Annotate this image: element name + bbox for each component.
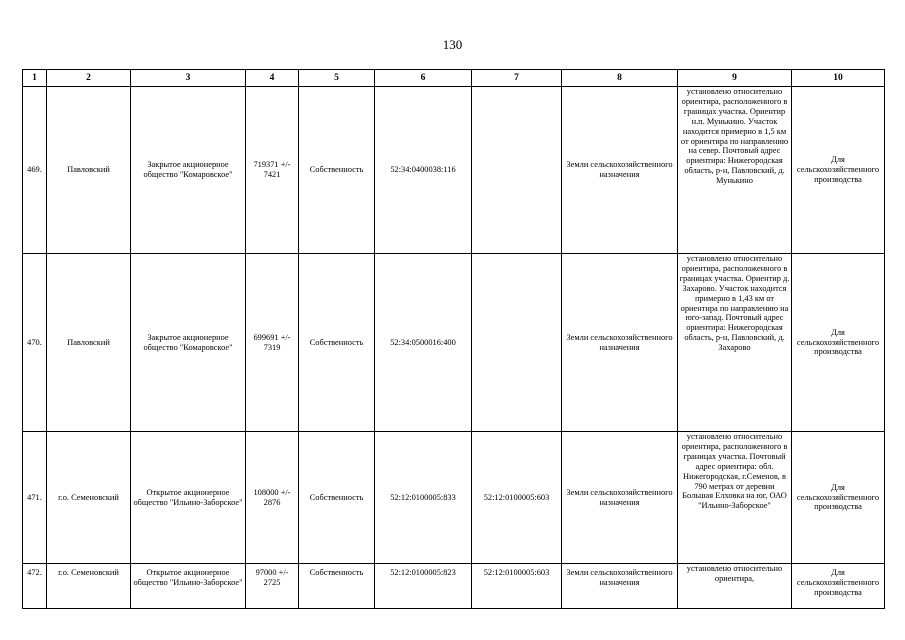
owner: Закрытое акционерное общество "Комаровское" — [131, 254, 246, 432]
area: 719371 +/- 7421 — [246, 87, 299, 254]
column-header: 2 — [47, 70, 131, 87]
right-type: Собственность — [299, 432, 375, 564]
land-category: Земли сельскохозяйственного назначения — [562, 564, 678, 609]
permitted-use: Для сельскохозяйственного производства — [792, 254, 885, 432]
column-header: 3 — [131, 70, 246, 87]
column-header: 6 — [375, 70, 472, 87]
page-number: 130 — [442, 37, 463, 52]
table-row — [23, 87, 885, 254]
cadastral-number: 52:34:0500016:400 — [375, 254, 472, 432]
area: 699691 +/- 7319 — [246, 254, 299, 432]
owner: Открытое акционерное общество "Ильино-Заборское" — [131, 564, 246, 609]
row-number: 470. — [23, 254, 47, 432]
column-header: 8 — [562, 70, 678, 87]
permitted-use: Для сельскохозяйственного производства — [792, 87, 885, 254]
land-category: Земли сельскохозяйственного назначения — [562, 432, 678, 564]
table-row — [23, 254, 885, 432]
location-description: установлено относительно ориентира, расположенного в границах участка. Ориентир н.п. Мунькино. Участок находится примерно в 1,5 км от ориентира по направлению на север. Почтовый адрес ориентира: Нижегородская область, р-н, Павловский, д. Мунькино — [678, 87, 792, 254]
location-description: установлено относительно ориентира, расположенного в границах участка. Ориентир д. Захарово. Участок находится примерно в 1,43 км от ориентира по направлению на юго-запад. Почтовый адрес ориентира: Нижегородская область, р-н, Павловский, д. Захарово — [678, 254, 792, 432]
cadastral-number-2 — [472, 254, 562, 432]
owner: Закрытое акционерное общество "Комаровское" — [131, 87, 246, 254]
right-type: Собственность — [299, 564, 375, 609]
column-header: 5 — [299, 70, 375, 87]
row-number: 472. — [23, 564, 47, 609]
cadastral-number-2: 52:12:0100005:603 — [472, 564, 562, 609]
table-row — [23, 432, 885, 564]
cadastral-number: 52:12:0100005:833 — [375, 432, 472, 564]
right-type: Собственность — [299, 254, 375, 432]
cadastral-number: 52:12:0100005:823 — [375, 564, 472, 609]
area: 97000 +/- 2725 — [246, 564, 299, 609]
permitted-use: Для сельскохозяйственного производства — [792, 564, 885, 609]
district: Павловский — [47, 254, 131, 432]
cadastral-number-2 — [472, 87, 562, 254]
owner: Открытое акционерное общество "Ильино-Заборское" — [131, 432, 246, 564]
district: Павловский — [47, 87, 131, 254]
location-description: установлено относительно ориентира, — [678, 564, 792, 609]
row-number: 471. — [23, 432, 47, 564]
district: г.о. Семеновский — [47, 432, 131, 564]
land-category: Земли сельскохозяйственного назначения — [562, 254, 678, 432]
land-plots-table — [22, 69, 885, 609]
column-header: 1 — [23, 70, 47, 87]
column-header: 4 — [246, 70, 299, 87]
area: 108000 +/- 2876 — [246, 432, 299, 564]
row-number: 469. — [23, 87, 47, 254]
cadastral-number-2: 52:12:0100005:603 — [472, 432, 562, 564]
table-row — [23, 564, 885, 609]
permitted-use: Для сельскохозяйственного производства — [792, 432, 885, 564]
district: г.о. Семеновский — [47, 564, 131, 609]
column-header: 7 — [472, 70, 562, 87]
right-type: Собственность — [299, 87, 375, 254]
column-header-row — [23, 70, 885, 87]
column-header: 10 — [792, 70, 885, 87]
location-description: установлено относительно ориентира, расположенного в границах участка. Почтовый адрес ориентира: обл. Нижегородская, г.Семенов, в 790 метрах от деревни Большая Елховка на юг, ОАО "Ильино-Заборское" — [678, 432, 792, 564]
column-header: 9 — [678, 70, 792, 87]
land-category: Земли сельскохозяйственного назначения — [562, 87, 678, 254]
cadastral-number: 52:34:0400038:116 — [375, 87, 472, 254]
